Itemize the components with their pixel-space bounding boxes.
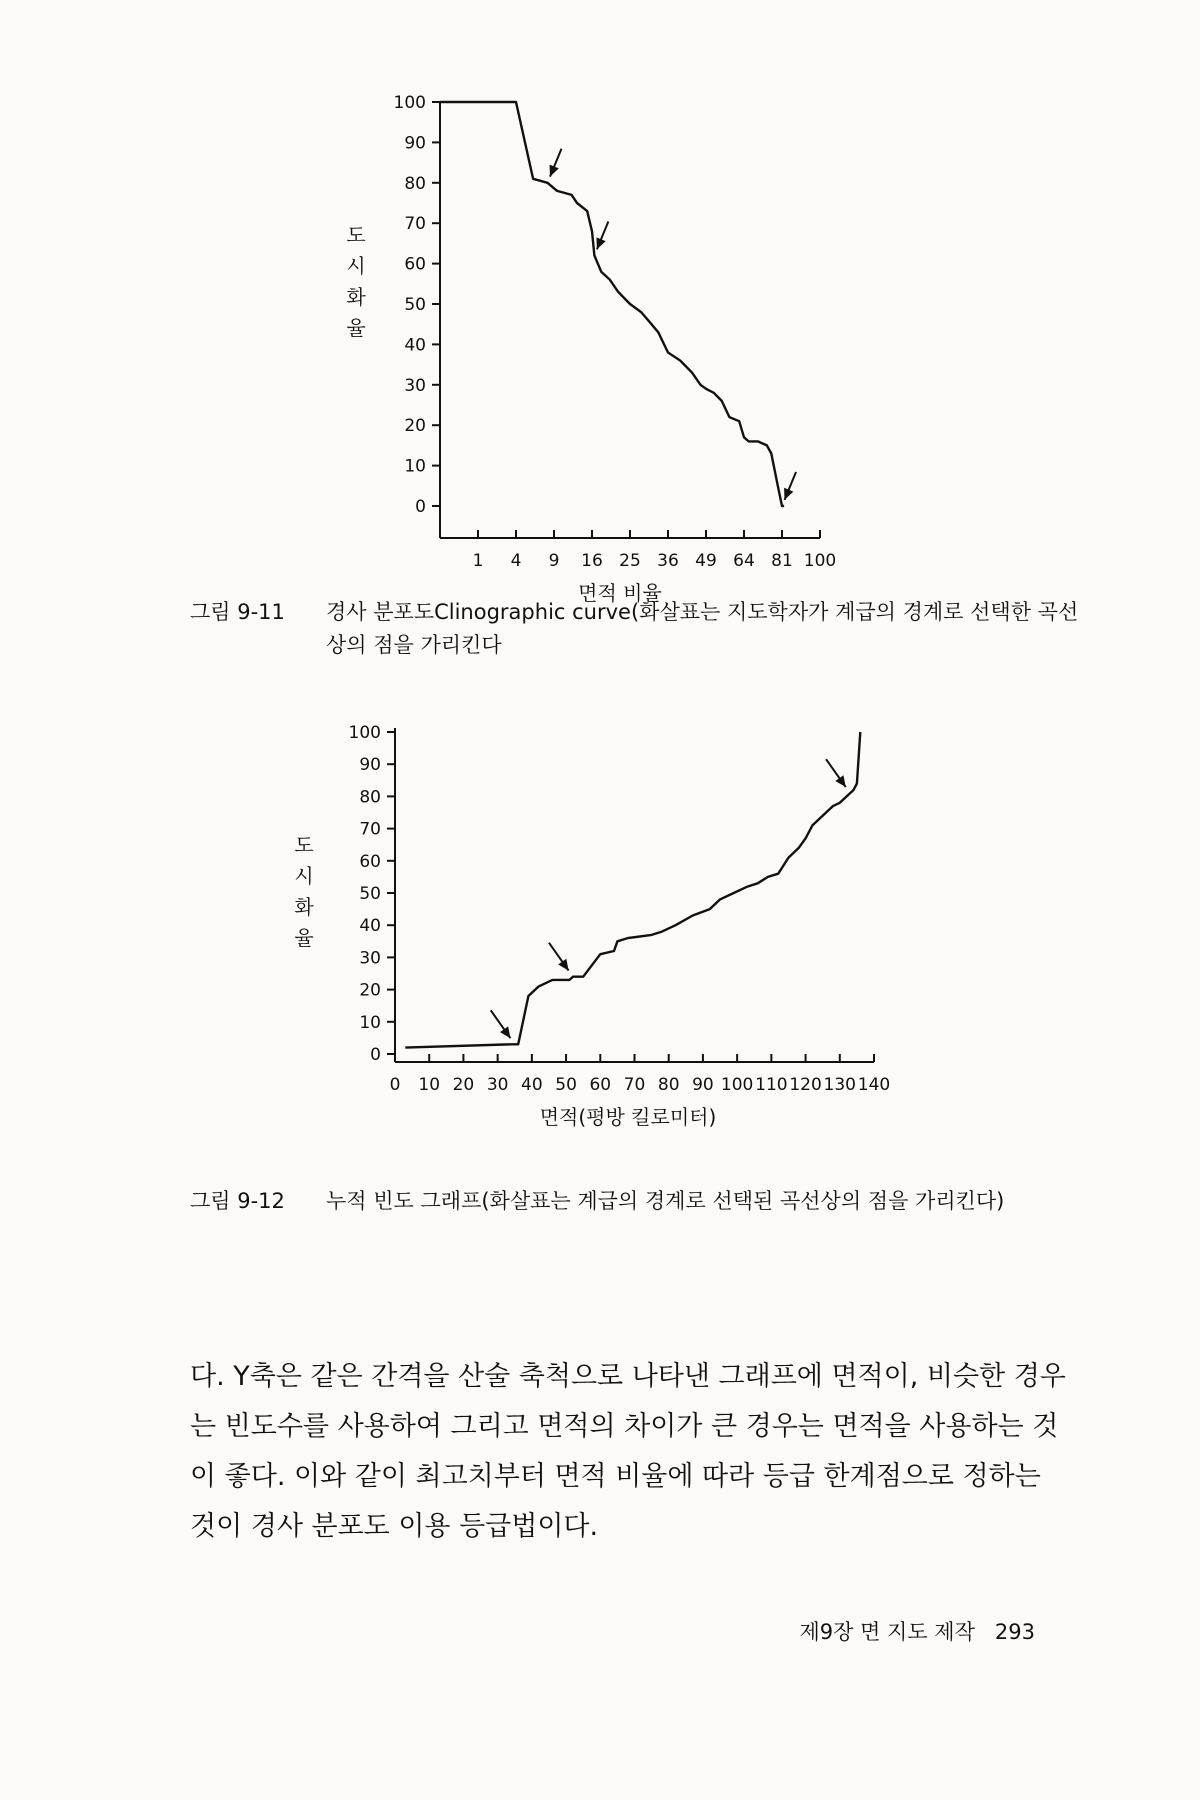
clinographic-curve-chart <box>0 90 1200 610</box>
y-tick-label: 30 <box>359 948 381 969</box>
x-tick-label: 120 <box>789 1075 822 1095</box>
y-tick-label: 10 <box>404 456 426 477</box>
x-tick-label: 64 <box>733 551 755 571</box>
chapter-title: 제9장 면 지도 제작 <box>799 1620 975 1644</box>
x-tick-label: 100 <box>720 1075 754 1095</box>
y-tick-label: 90 <box>404 133 426 154</box>
x-tick-label: 110 <box>755 1075 788 1095</box>
y-axis-label: 도시화율 <box>294 833 314 950</box>
page-number: 293 <box>994 1620 1035 1644</box>
arrow-head <box>500 1026 510 1038</box>
x-tick-label: 70 <box>623 1075 646 1095</box>
x-tick-label: 100 <box>803 551 837 571</box>
x-axis-label: 면적(평방 킬로미터) <box>539 1105 717 1129</box>
x-tick-label: 0 <box>389 1075 401 1095</box>
y-tick-label: 0 <box>415 497 426 517</box>
y-tick-label: 100 <box>348 723 381 743</box>
x-tick-label: 140 <box>857 1075 891 1095</box>
y-tick-label: 80 <box>359 787 381 808</box>
cumulative-frequency-plot <box>0 690 1200 1190</box>
x-tick-label: 81 <box>771 551 793 571</box>
y-tick-label: 50 <box>359 884 381 904</box>
x-tick-label: 40 <box>521 1075 543 1095</box>
x-tick-label: 36 <box>657 551 679 571</box>
figure-number: 그림 9-12 <box>190 1189 285 1213</box>
x-tick-label: 30 <box>486 1075 509 1095</box>
x-tick-label: 10 <box>418 1075 441 1095</box>
y-tick-label: 10 <box>359 1012 381 1033</box>
figure-caption-9-11 <box>190 596 1090 666</box>
y-tick-label: 20 <box>359 980 381 1001</box>
x-tick-label: 16 <box>581 551 603 571</box>
y-tick-label: 0 <box>370 1045 381 1065</box>
figure-caption-9-12 <box>190 1185 1090 1255</box>
y-tick-label: 40 <box>404 335 426 356</box>
x-tick-label: 49 <box>695 551 717 571</box>
page-footer <box>790 1616 1035 1646</box>
x-tick-label: 130 <box>823 1075 857 1095</box>
x-axis-label: 면적 비율 <box>578 581 662 605</box>
x-tick-label: 60 <box>589 1075 612 1095</box>
y-tick-label: 40 <box>359 916 381 937</box>
y-tick-label: 60 <box>359 851 381 872</box>
x-tick-label: 1 <box>472 551 484 571</box>
x-tick-label: 20 <box>452 1075 475 1095</box>
x-tick-label: 4 <box>510 551 522 571</box>
body-paragraph: 다. Y축은 같은 간격을 산술 축척으로 나타낸 그래프에 면적이, 비슷한 경우는 빈도수를 사용하여 그리고 면적의 차이가 큰 경우는 면적을 사용하는 것이 좋다. 이와 같이 최고치부터 면적 비율에 따라 등급 한계점으로 정하는 것이 경사 분포도 이용 등급법이다. <box>190 1361 1066 1542</box>
figure-caption-text: 경사 분포도Clinographic curve(화살표는 지도학자가 계급의 경계로 선택한 곡선상의 점을 가리킨다 <box>326 600 1079 657</box>
x-tick-label: 80 <box>657 1075 680 1095</box>
x-tick-label: 50 <box>555 1075 577 1095</box>
arrow-head <box>835 775 845 787</box>
series-line <box>405 732 860 1048</box>
series-line <box>440 102 784 506</box>
y-tick-label: 50 <box>404 295 426 315</box>
y-tick-label: 30 <box>404 375 426 396</box>
clinographic-curve-plot <box>0 90 1200 610</box>
y-tick-label: 20 <box>404 416 426 437</box>
x-tick-label: 25 <box>619 551 641 571</box>
x-tick-label: 9 <box>548 551 560 571</box>
y-axis-label: 도시화율 <box>346 223 366 340</box>
cumulative-frequency-chart <box>0 690 1200 1190</box>
y-tick-label: 70 <box>359 819 381 840</box>
y-tick-label: 60 <box>404 254 426 275</box>
y-tick-label: 90 <box>359 755 381 776</box>
figure-number: 그림 9-11 <box>190 600 285 624</box>
arrow-head <box>558 959 568 971</box>
figure-caption-text: 누적 빈도 그래프(화살표는 계급의 경계로 선택된 곡선상의 점을 가리킨다) <box>326 1189 1005 1213</box>
y-tick-label: 100 <box>393 93 426 113</box>
y-tick-label: 80 <box>404 173 426 194</box>
y-tick-label: 70 <box>404 214 426 235</box>
x-tick-label: 90 <box>692 1075 714 1095</box>
